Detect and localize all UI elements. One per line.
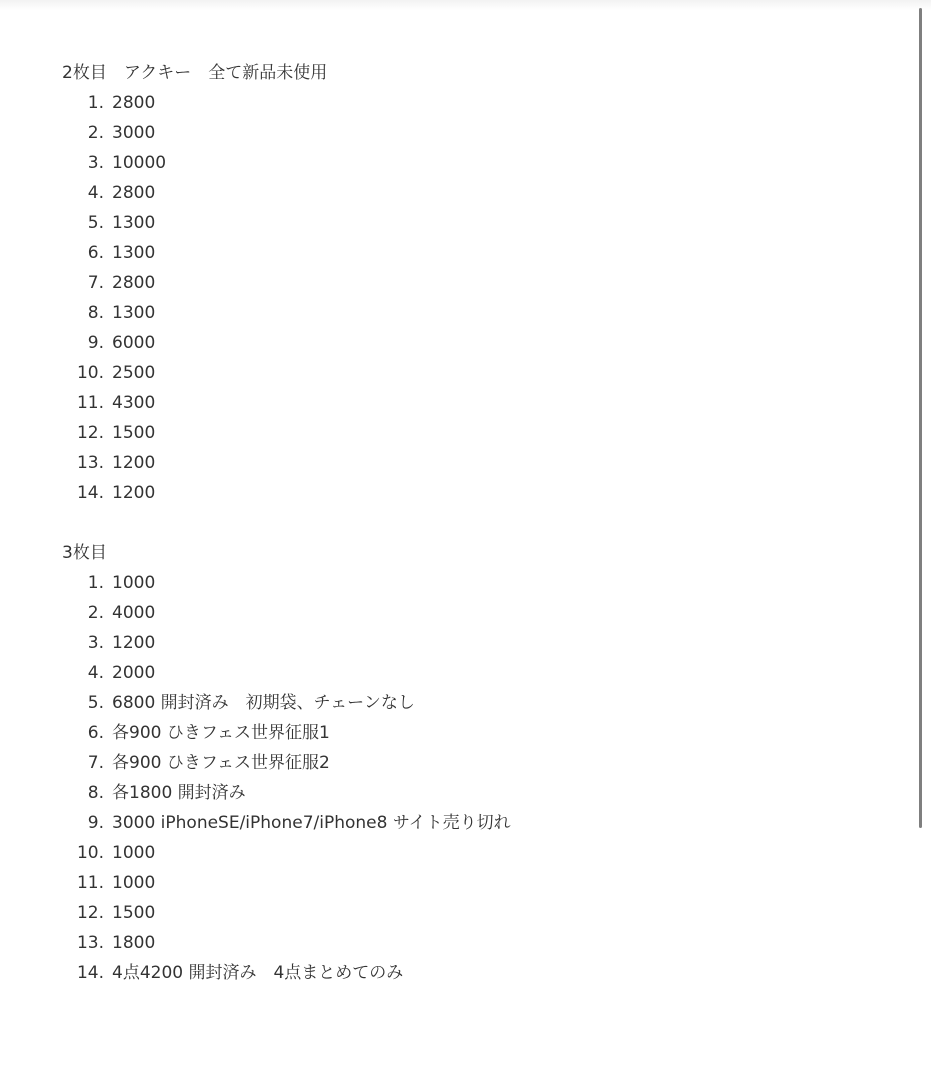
list-number: 12 . <box>62 898 104 928</box>
list-item <box>62 208 882 238</box>
list-item <box>62 838 882 868</box>
list-text: 1500 <box>112 423 156 443</box>
list-text: 1200 <box>112 453 156 473</box>
list-item <box>62 298 882 328</box>
list-item <box>62 688 882 718</box>
list-number: 1 . <box>62 568 104 598</box>
list-item <box>62 148 882 178</box>
list-number: 5 . <box>62 208 104 238</box>
list-item <box>62 268 882 298</box>
list-text: 各1800 開封済み <box>112 783 246 803</box>
list-number: 10 . <box>62 838 104 868</box>
list-text: 10000 <box>112 153 167 173</box>
list-number: 12 . <box>62 418 104 448</box>
list-number: 2 . <box>62 118 104 148</box>
list-item <box>62 928 882 958</box>
section-spacer <box>62 508 882 538</box>
note-body[interactable] <box>62 58 882 988</box>
list-text: 1000 <box>112 573 156 593</box>
list-text: 2800 <box>112 93 156 113</box>
list-item <box>62 178 882 208</box>
list-text: 3000 <box>112 123 156 143</box>
list-text: 1200 <box>112 633 156 653</box>
list-text: 3000 iPhoneSE/iPhone7/iPhone8 サイト売り切れ <box>112 813 511 833</box>
list-number: 14 . <box>62 958 104 988</box>
list-number: 9 . <box>62 328 104 358</box>
list-text: 6000 <box>112 333 156 353</box>
list-item <box>62 958 882 988</box>
list-number: 1 . <box>62 88 104 118</box>
list-number: 3 . <box>62 148 104 178</box>
list-item <box>62 628 882 658</box>
list-item <box>62 478 882 508</box>
list-number: 9 . <box>62 808 104 838</box>
list-text: 1200 <box>112 483 156 503</box>
list-text: 2500 <box>112 363 156 383</box>
list-number: 8 . <box>62 298 104 328</box>
list-text: 2800 <box>112 183 156 203</box>
list-item <box>62 88 882 118</box>
list-text: 1500 <box>112 903 156 923</box>
list-text: 1000 <box>112 873 156 893</box>
list-number: 10 . <box>62 358 104 388</box>
list-item <box>62 388 882 418</box>
list-item <box>62 418 882 448</box>
list-text: 1300 <box>112 303 156 323</box>
list-item <box>62 238 882 268</box>
list-item <box>62 328 882 358</box>
list-number: 7 . <box>62 748 104 778</box>
list-text: 2000 <box>112 663 156 683</box>
list-number: 11 . <box>62 868 104 898</box>
list-item <box>62 718 882 748</box>
scrollbar[interactable] <box>919 8 923 828</box>
section-title-3: 3枚目 <box>62 543 107 563</box>
list-number: 6 . <box>62 238 104 268</box>
list-item <box>62 118 882 148</box>
list-number: 4 . <box>62 658 104 688</box>
list-section-2 <box>62 88 882 508</box>
list-text: 1300 <box>112 243 156 263</box>
list-number: 3 . <box>62 628 104 658</box>
list-item <box>62 568 882 598</box>
list-item <box>62 658 882 688</box>
list-text: 1800 <box>112 933 156 953</box>
list-number: 13 . <box>62 928 104 958</box>
scrollbar-thumb[interactable] <box>919 8 922 828</box>
list-text: 各900 ひきフェス世界征服1 <box>112 723 330 743</box>
list-item <box>62 778 882 808</box>
list-text: 6800 開封済み 初期袋、チェーンなし <box>112 693 415 713</box>
list-number: 2 . <box>62 598 104 628</box>
list-text: 4300 <box>112 393 156 413</box>
list-text: 4000 <box>112 603 156 623</box>
list-item <box>62 358 882 388</box>
list-text: 4点4200 開封済み 4点まとめてのみ <box>112 963 404 983</box>
list-number: 14 . <box>62 478 104 508</box>
list-text: 各900 ひきフェス世界征服2 <box>112 753 330 773</box>
section-title-2: 2枚目 アクキー 全て新品未使用 <box>62 63 328 83</box>
list-number: 11 . <box>62 388 104 418</box>
list-number: 13 . <box>62 448 104 478</box>
list-item <box>62 808 882 838</box>
list-item <box>62 598 882 628</box>
list-item <box>62 748 882 778</box>
list-number: 5 . <box>62 688 104 718</box>
list-number: 6 . <box>62 718 104 748</box>
list-number: 8 . <box>62 778 104 808</box>
list-text: 1300 <box>112 213 156 233</box>
list-number: 4 . <box>62 178 104 208</box>
list-text: 1000 <box>112 843 156 863</box>
list-number: 7 . <box>62 268 104 298</box>
list-text: 2800 <box>112 273 156 293</box>
top-header-fade <box>0 0 931 10</box>
list-item <box>62 898 882 928</box>
list-item <box>62 448 882 478</box>
list-item <box>62 868 882 898</box>
list-section-3 <box>62 568 882 988</box>
